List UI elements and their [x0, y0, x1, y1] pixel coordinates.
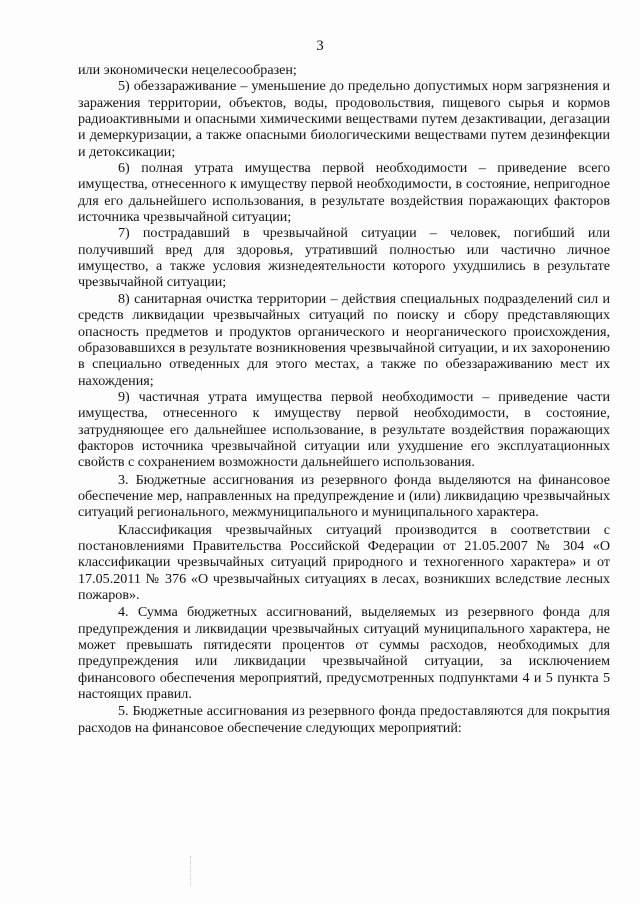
paragraph-section-4: 4. Сумма бюджетных ассигнований, выделяемых из резервного фонда для предупреждения и ликвидации чрезвычайных ситуаций муниципального характера, не может превышать пятидесяти процентов от суммы расходов, необходимых для предупреждения или ликвидации чрезвычайной ситуации, за исключением финансового обеспечения мероприятий, предусмотренных подпунктами 4 и 5 пункта 5 настоящих правил. [78, 604, 610, 703]
document-body [78, 62, 610, 736]
paragraph-item-5: 5) обеззараживание – уменьшение до предельно допустимых норм загрязнения и заражения территории, объектов, воды, продовольствия, пищевого сырья и кормов радиоактивными и опасными химическими веществами путем дезактивации, дегазации и демеркуризации, а также опасными биологическими веществами путем дезинфекции и детоксикации; [78, 78, 610, 160]
paragraph-classification: Классификация чрезвычайных ситуаций производится в соответствии с постановлениями Правительства Российской Федерации от 21.05.2007 № 304 «О классификации чрезвычайных ситуаций природного и техногенного характера» и от 17.05.2011 № 376 «О чрезвычайных ситуациях в лесах, возникших вследствие лесных пожаров». [78, 521, 610, 603]
page-number: 3 [316, 38, 324, 54]
paragraph-item-8: 8) санитарная очистка территории – действия специальных подразделений сил и средств ликвидации чрезвычайных ситуаций по поиску и сбору представляющих опасность предметов и продуктов органического и неорганического происхождения, образовавшихся в результате возникновения чрезвычайной ситуации, и их захоронению в специально отведенных для этого местах, а также по обеззараживанию мест их нахождения; [78, 290, 610, 389]
paragraph-item-7: 7) пострадавший в чрезвычайной ситуации – человек, погибший или получивший вред для здоровья, утративший полностью или частично личное имущество, а также условия жизнедеятельности которого ухудшились в результате чрезвычайной ситуации; [78, 225, 610, 291]
paragraph-section-5: 5. Бюджетные ассигнования из резервного фонда предоставляются для покрытия расходов на финансовое обеспечение следующих мероприятий: [78, 703, 610, 736]
paragraph-continuation: или экономически нецелесообразен; [78, 62, 297, 78]
scan-artifact [190, 856, 192, 886]
paragraph-section-3: 3. Бюджетные ассигнования из резервного фонда выделяются на финансовое обеспечение мер, направленных на предупреждение и (или) ликвидацию чрезвычайных ситуаций регионального, межмуниципального и муниципального характера. [78, 471, 610, 521]
paragraph-item-9: 9) частичная утрата имущества первой необходимости – приведение части имущества, отнесенного к имуществу первой необходимости, в состояние, затрудняющее его дальнейшее использование, в результате воздействия поражающих факторов источника чрезвычайной ситуации или ухудшение его эксплуатационных свойств с сохранением возможности дальнейшего использования. [78, 388, 610, 471]
paragraph-item-6: 6) полная утрата имущества первой необходимости – приведение всего имущества, отнесенного к имуществу первой необходимости, в состояние, непригодное для его дальнейшего использования, в результате воздействия поражающих факторов источника чрезвычайной ситуации; [78, 160, 610, 226]
